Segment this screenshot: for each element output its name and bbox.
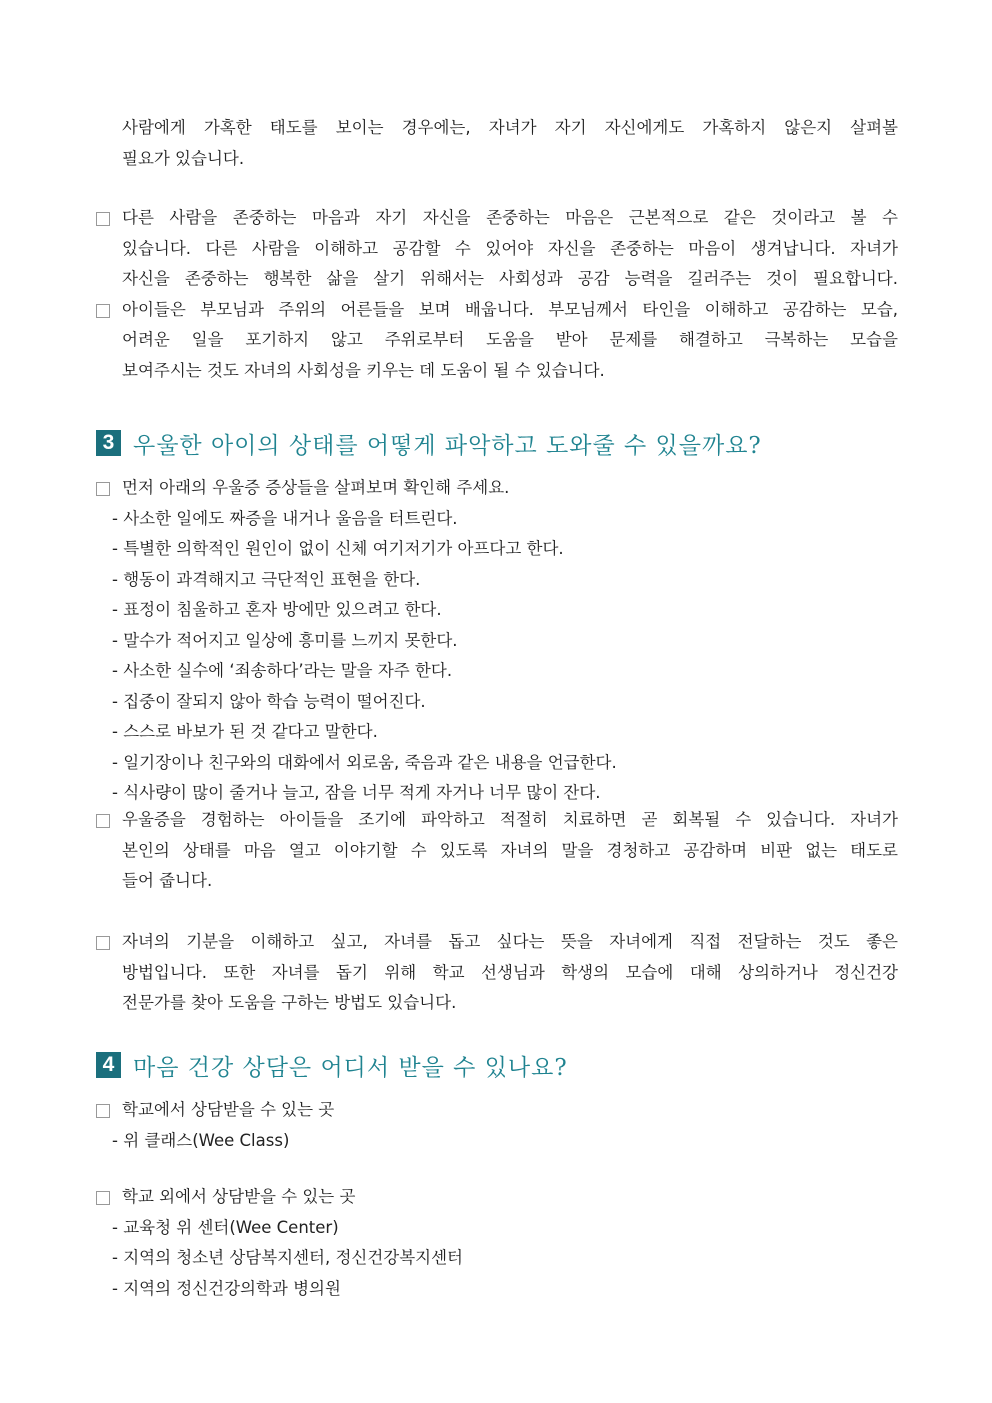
symptom-item: - 스스로 바보가 된 것 같다고 말한다. bbox=[112, 722, 378, 741]
text-line: 자신을 존중하는 행복한 삶을 살기 위해서는 사회성과 공감 능력을 길러주는 것이 필요합니다. bbox=[122, 269, 898, 288]
list-item: - 위 클래스(Wee Class) bbox=[112, 1130, 290, 1150]
symptom-item: - 일기장이나 친구와의 대화에서 외로움, 죽음과 같은 내용을 언급한다. bbox=[112, 752, 617, 772]
text-line: 들어 줍니다. bbox=[122, 871, 213, 890]
list-heading: 학교에서 상담받을 수 있는 곳 bbox=[122, 1100, 335, 1119]
symptom-item: - 사소한 일에도 짜증을 내거나 울음을 터트린다. bbox=[112, 508, 458, 528]
symptom-item: - 말수가 적어지고 일상에 흥미를 느끼지 못한다. bbox=[112, 630, 458, 650]
symptom-item: - 특별한 의학적인 원인이 없이 신체 여기저기가 아프다고 한다. bbox=[112, 539, 564, 558]
section-number-badge: 4 bbox=[96, 1052, 121, 1078]
checkbox-bullet-icon bbox=[96, 212, 110, 226]
section-title: 마음 건강 상담은 어디서 받을 수 있나요? bbox=[133, 1054, 568, 1081]
checkbox-bullet-icon bbox=[96, 1191, 110, 1205]
text-line: 사람에게 가혹한 태도를 보이는 경우에는, 자녀가 자기 자신에게도 가혹하지 않은지 살펴볼 bbox=[122, 118, 898, 137]
symptom-item: - 사소한 실수에 ‘죄송하다’라는 말을 자주 한다. bbox=[112, 661, 453, 680]
list-item: - 지역의 청소년 상담복지센터, 정신건강복지센터 bbox=[112, 1248, 463, 1267]
checkbox-bullet-icon bbox=[96, 814, 110, 828]
text-line: 방법입니다. 또한 자녀를 돕기 위해 학교 선생님과 학생의 모습에 대해 상의하거나 정신건강 bbox=[122, 962, 898, 982]
text-line: 아이들은 부모님과 주위의 어른들을 보며 배웁니다. 부모님께서 타인을 이해하고 공감하는 모습, bbox=[122, 299, 898, 319]
checkbox-bullet-icon bbox=[96, 304, 110, 318]
paragraph-respect bbox=[96, 203, 898, 386]
text-line: 필요가 있습니다. bbox=[122, 148, 245, 168]
list-item: - 지역의 정신건강의학과 병의원 bbox=[112, 1278, 341, 1298]
text-line: 먼저 아래의 우울증 증상들을 살펴보며 확인해 주세요. bbox=[122, 478, 510, 497]
section-title: 우울한 아이의 상태를 어떻게 파악하고 도와줄 수 있을까요? bbox=[133, 432, 762, 459]
text-line: 보여주시는 것도 자녀의 사회성을 키우는 데 도움이 될 수 있습니다. bbox=[122, 360, 605, 380]
list-heading: 학교 외에서 상담받을 수 있는 곳 bbox=[122, 1187, 356, 1206]
symptom-item: - 식사량이 많이 줄거나 늘고, 잠을 너무 적게 자거나 너무 많이 잔다. bbox=[112, 783, 601, 802]
symptoms-list bbox=[96, 473, 898, 809]
text-line: 다른 사람을 존중하는 마음과 자기 자신을 존중하는 마음은 근본적으로 같은 것이라고 볼 수 bbox=[122, 208, 898, 227]
symptom-item: - 행동이 과격해지고 극단적인 표현을 한다. bbox=[112, 569, 421, 589]
checkbox-bullet-icon bbox=[96, 936, 110, 950]
text-line: 어려운 일을 포기하지 않고 주위로부터 도움을 받아 문제를 해결하고 극복하는 모습을 bbox=[122, 330, 898, 349]
text-line: 있습니다. 다른 사람을 이해하고 공감할 수 있어야 자신을 존중하는 마음이 생겨납니다. 자녀가 bbox=[122, 238, 898, 258]
checkbox-bullet-icon bbox=[96, 1104, 110, 1118]
list-item: - 교육청 위 센터(Wee Center) bbox=[112, 1217, 339, 1237]
paragraph-support bbox=[96, 927, 898, 1019]
text-line: 자녀의 기분을 이해하고 싶고, 자녀를 돕고 싶다는 뜻을 자녀에게 직접 전달하는 것도 좋은 bbox=[122, 932, 898, 951]
intro-paragraph bbox=[96, 113, 898, 174]
school-counseling-list bbox=[96, 1095, 898, 1156]
outside-counseling-list bbox=[96, 1182, 898, 1304]
section-3-heading bbox=[96, 427, 762, 459]
text-line: 전문가를 찾아 도움을 구하는 방법도 있습니다. bbox=[122, 993, 457, 1012]
symptom-item: - 집중이 잘되지 않아 학습 능력이 떨어진다. bbox=[112, 691, 426, 711]
text-line: 본인의 상태를 마음 열고 이야기할 수 있도록 자녀의 말을 경청하고 공감하며 비판 없는 태도로 bbox=[122, 840, 898, 860]
text-line: 우울증을 경험하는 아이들을 조기에 파악하고 적절히 치료하면 곧 회복될 수 있습니다. 자녀가 bbox=[122, 810, 898, 829]
checkbox-bullet-icon bbox=[96, 482, 110, 496]
section-4-heading bbox=[96, 1049, 568, 1081]
section-number-badge: 3 bbox=[96, 430, 121, 456]
symptom-item: - 표정이 침울하고 혼자 방에만 있으려고 한다. bbox=[112, 600, 442, 619]
paragraph-early-detection bbox=[96, 805, 898, 897]
